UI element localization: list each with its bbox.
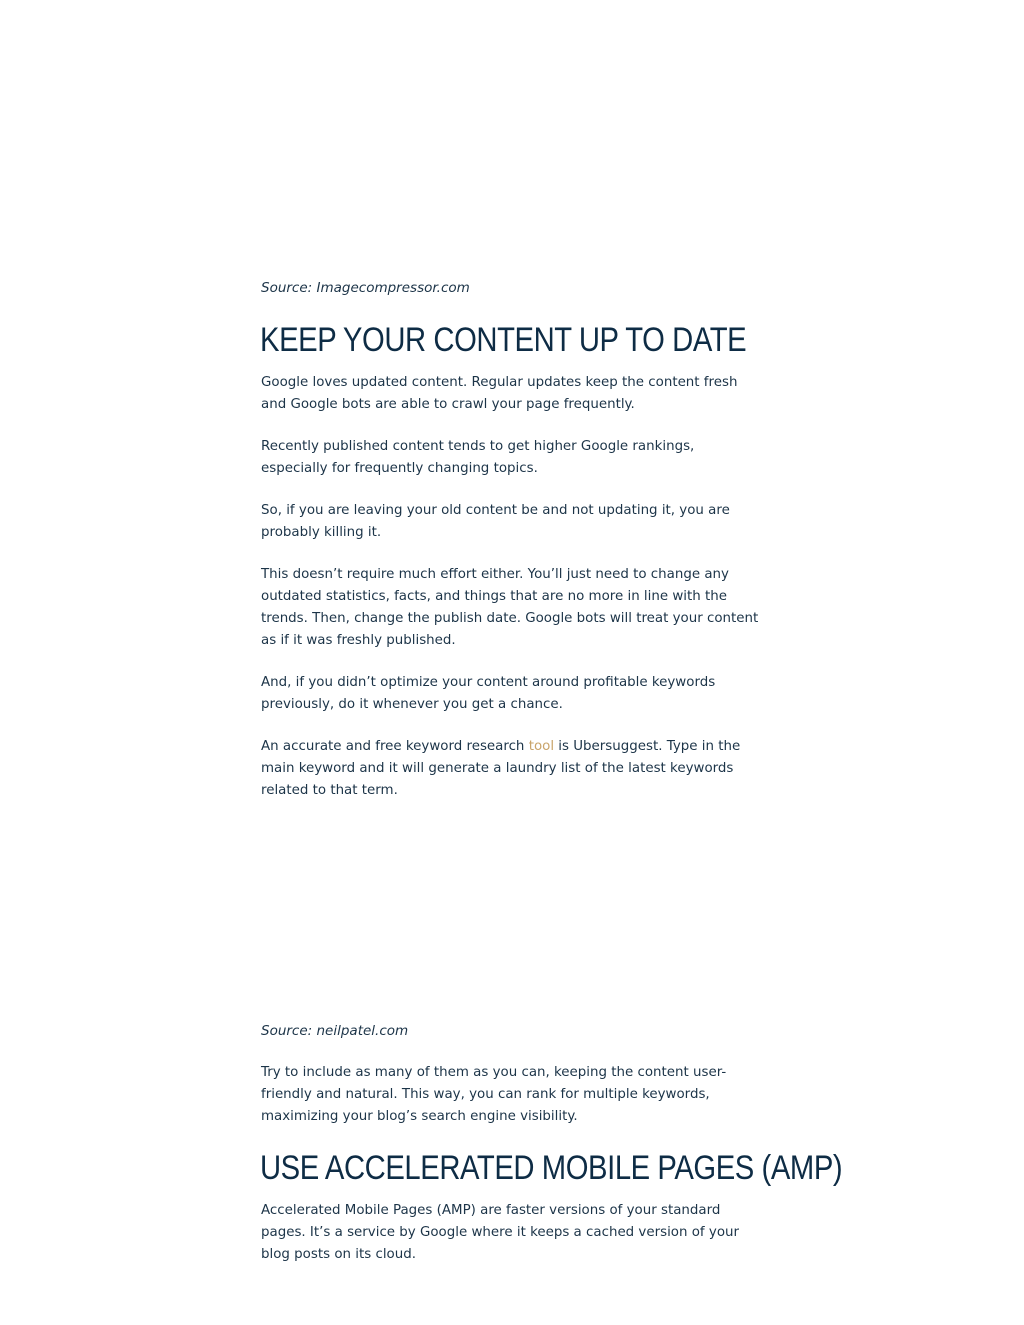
paragraph-recent-content: Recently published content tends to get higher Google rankings, especially for frequently changing topics. <box>261 439 695 476</box>
paragraph-old-content: So, if you are leaving your old content be and not updating it, you are probably killing it. <box>261 503 730 540</box>
section-heading-content-up-to-date: KEEP YOUR CONTENT UP TO DATE <box>260 321 747 359</box>
image-compression-figure <box>261 0 761 268</box>
paragraph-effort: This doesn’t require much effort either. You’ll just need to change any outdated statistics, facts, and things that are no more in line with the trends. Then, change the publish date. Google bots will treat your content as if it was freshly published. <box>261 567 759 648</box>
ubersuggest-figure <box>261 812 761 1012</box>
paragraph-include-keywords: Try to include as many of them as you can, keeping the content user-friendly and natural. This way, you can rank for multiple keywords, maximizing your blog’s search engine visibility. <box>261 1065 727 1124</box>
image-source-caption: Source: Imagecompressor.com <box>261 280 470 296</box>
paragraph-amp: Accelerated Mobile Pages (AMP) are faster versions of your standard pages. It’s a service by Google where it keeps a cached version of your blog posts on its cloud. <box>261 1203 740 1262</box>
paragraph-ubersuggest-text-before: An accurate and free keyword research <box>261 739 529 754</box>
paragraph-ubersuggest-text-after: is Ubersuggest. Type in the main keyword and it will generate a laundry list of the latest keywords related to that term. <box>261 739 741 798</box>
paragraph-updated-content: Google loves updated content. Regular updates keep the content fresh and Google bots are able to crawl your page frequently. <box>261 375 738 412</box>
image-source-caption-2: Source: neilpatel.com <box>261 1023 409 1039</box>
paragraph-keywords: And, if you didn’t optimize your content around profitable keywords previously, do it whenever you get a chance. <box>261 675 716 712</box>
tool-link[interactable]: tool <box>528 739 555 754</box>
section-heading-amp: USE ACCELERATED MOBILE PAGES (AMP) <box>260 1149 843 1187</box>
paragraph-ubersuggest <box>261 736 761 802</box>
